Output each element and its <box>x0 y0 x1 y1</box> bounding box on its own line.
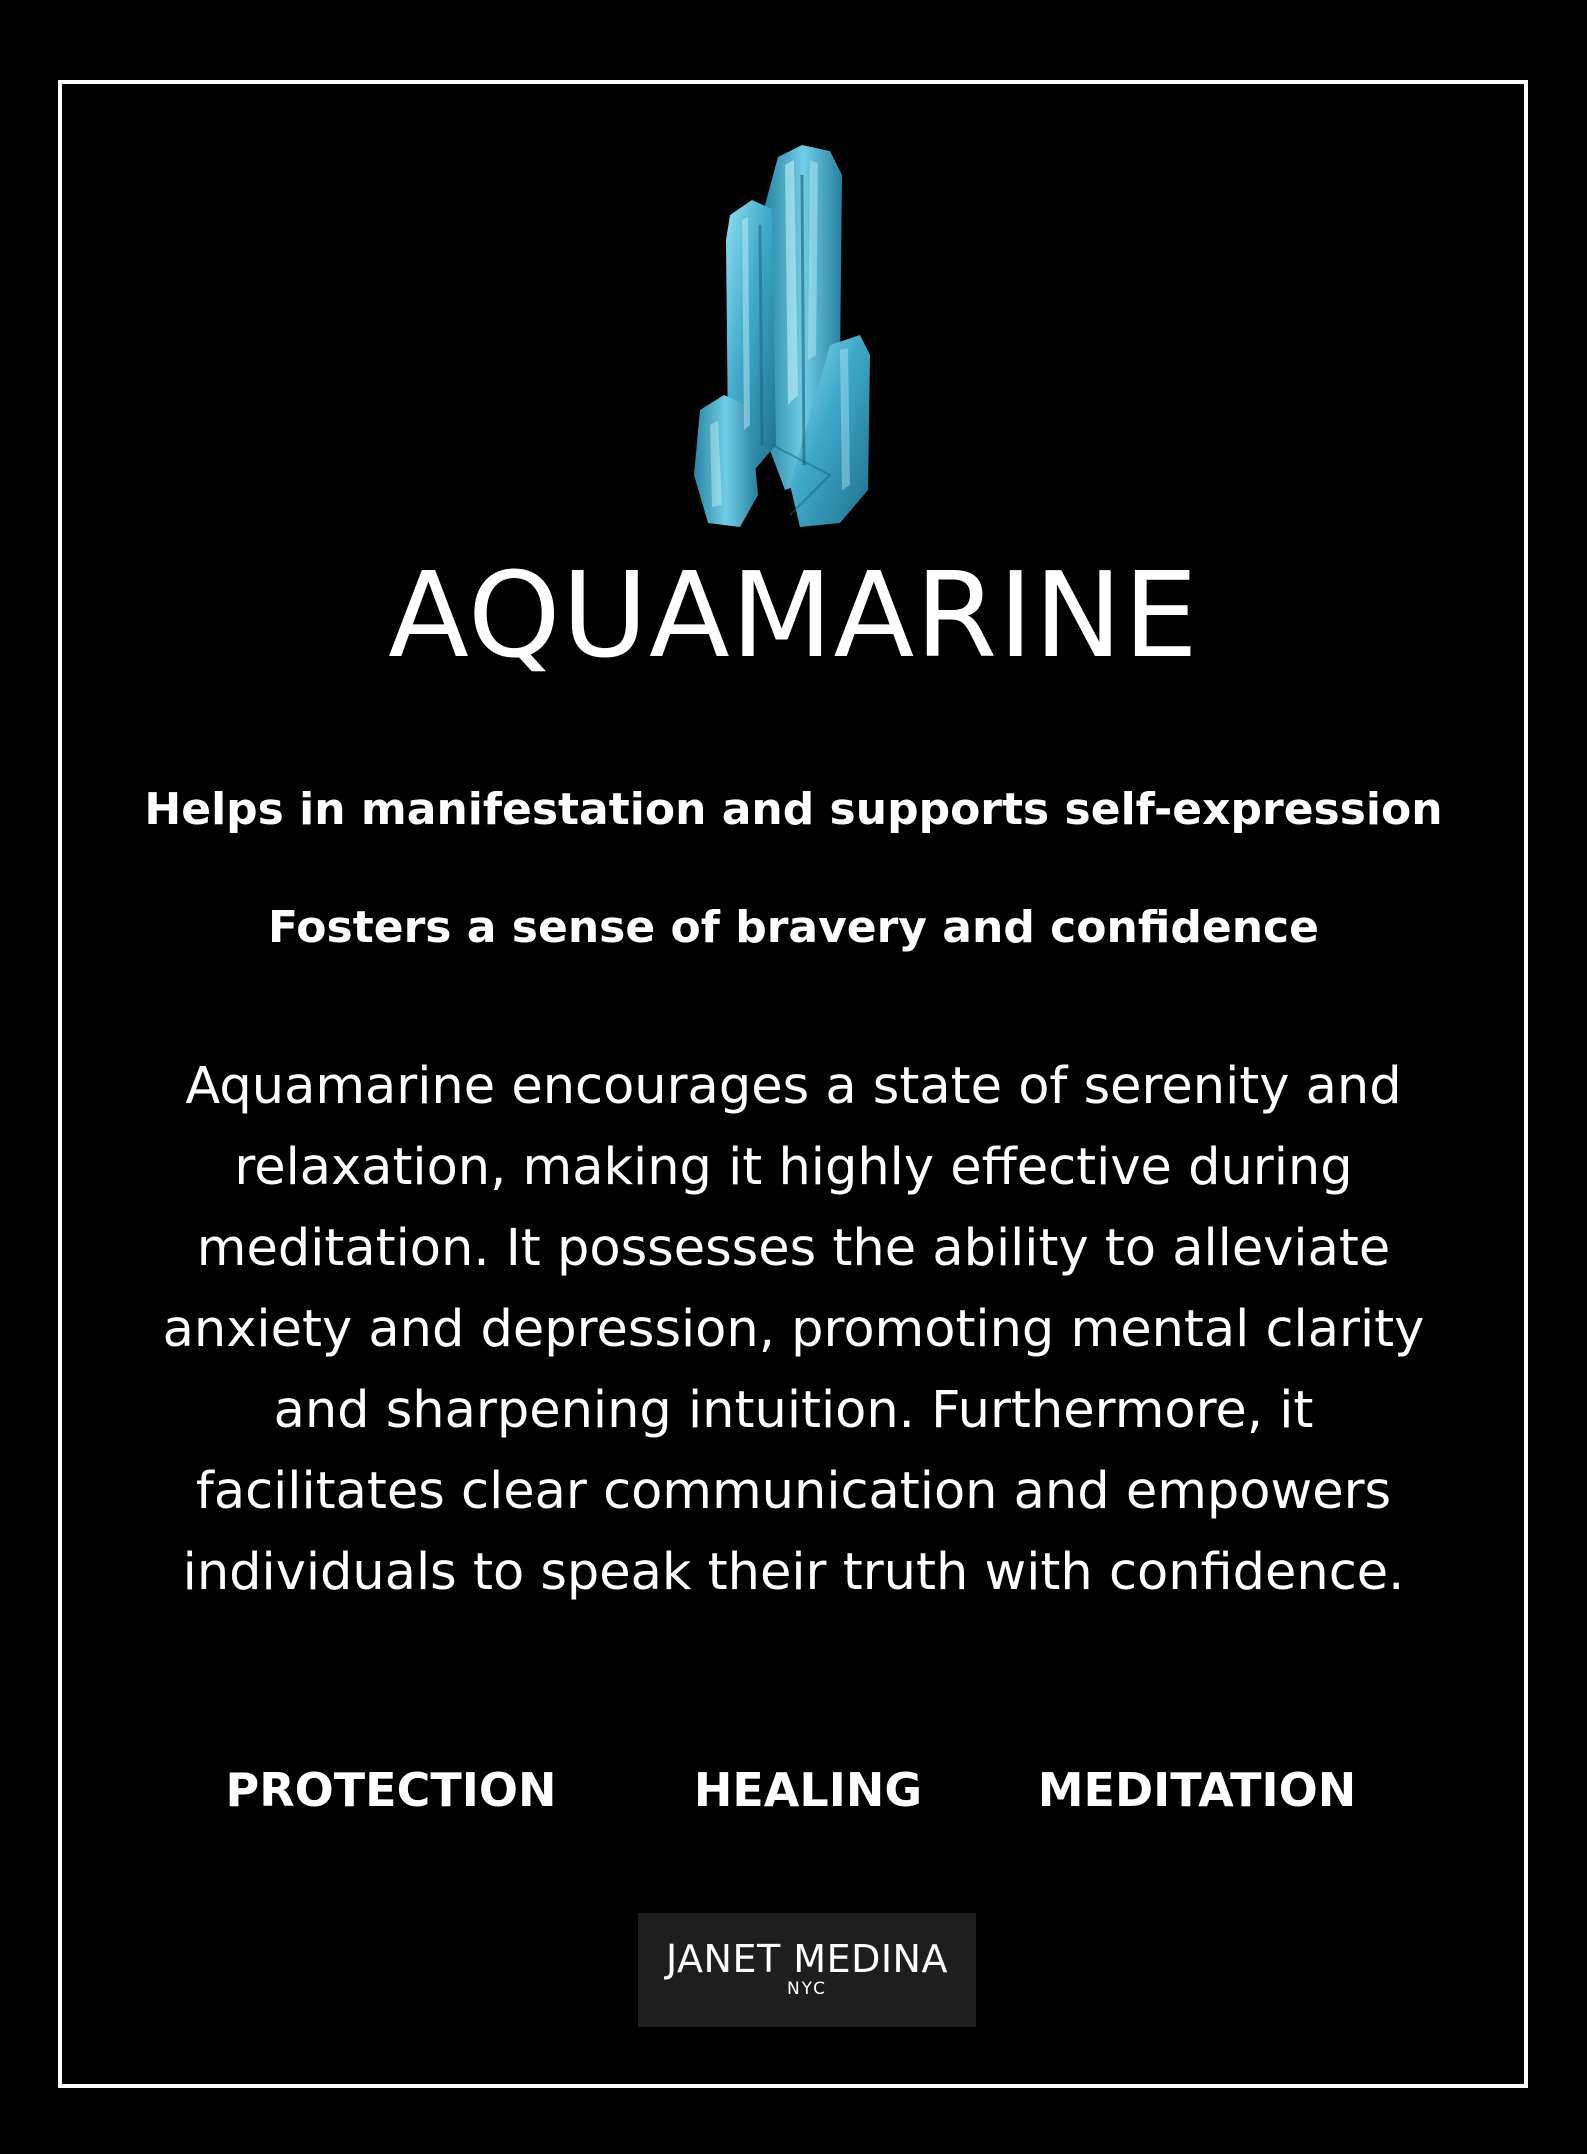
aquamarine-crystal-image <box>690 145 900 530</box>
logo-sub: NYC <box>786 1979 828 1999</box>
property-label: HEALING <box>693 1763 923 1817</box>
stone-title: AQUAMARINE <box>388 546 1199 684</box>
stone-description: Aquamarine encourages a state of serenity and relaxation, making it highly effective during meditation. It possesses the ability to alleviate anxiety and depression, promoting mental clarity and sharpening intuition. Furthermore, it facilitates clear communication and empowers individuals to speak their truth with confidence. <box>162 1057 1425 1602</box>
property-label: MEDITATION <box>1037 1763 1357 1817</box>
benefit-line: Fosters a sense of bravery and confidence <box>268 902 1319 953</box>
benefit-line: Helps in manifestation and supports self-expression <box>144 784 1443 835</box>
property-label: PROTECTION <box>225 1763 557 1817</box>
logo-name: JANET MEDINA <box>666 1937 948 1981</box>
brand-logo <box>638 1913 976 2027</box>
property-list <box>0 1762 1587 1822</box>
